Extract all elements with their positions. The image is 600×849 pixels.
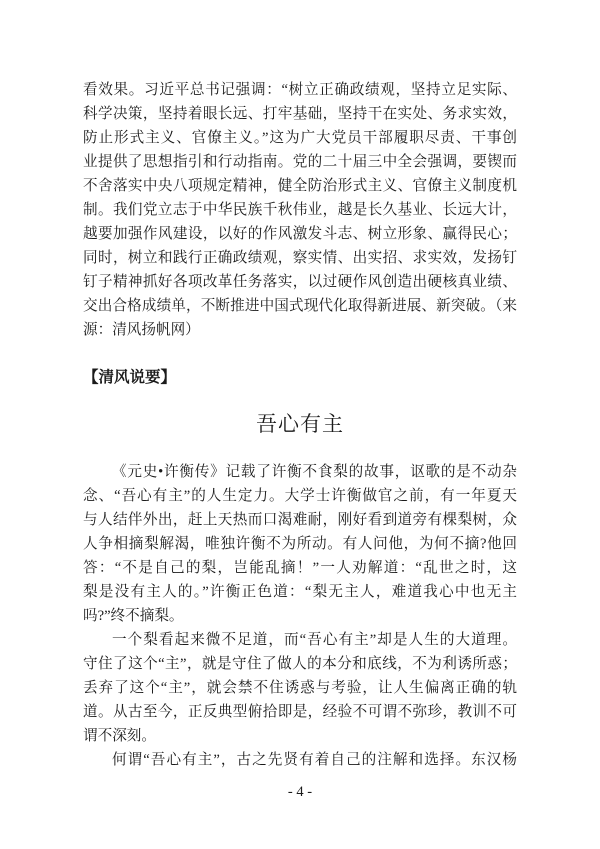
article-title: 吾心有主: [256, 412, 344, 436]
text-line: 谓不深刻。: [83, 728, 156, 744]
text-line: 越要加强作风建设，以好的作风激发斗志、树立形象、赢得民心；: [83, 226, 517, 242]
text-line: 不舍落实中央八项规定精神，健全防治形式主义、官僚主义制度机: [83, 178, 517, 194]
text-line: 防止形式主义、官僚主义。”这为广大党员干部履职尽责、干事创: [83, 130, 517, 146]
text-line: 何谓“吾心有主”，古之先贤有着自己的注解和选择。东汉杨: [112, 752, 517, 768]
text-line: 丢弃了这个“主”，就会禁不住诱惑与考验，让人生偏离正确的轨: [83, 680, 517, 696]
spacer: [83, 440, 517, 460]
text-line: 答：“不是自己的梨，岂能乱摘！”一人劝解道：“乱世之时，这: [83, 560, 517, 576]
section-header: 【清风说要】: [83, 369, 177, 386]
spacer: [83, 390, 517, 408]
text-line: 科学决策，坚持着眼长远、打牢基础，坚持干在实处、务求实效，: [83, 106, 517, 122]
text-line: 同时，树立和践行正确政绩观，察实情、出实招、求实效，发扬钉: [83, 250, 517, 266]
text-line: 道。从古至今，正反典型俯拾即是，经验不可谓不弥珍，教训不可: [83, 704, 517, 720]
text-line: 制。我们党立志于中华民族千秋伟业，越是长久基业、长远大计，: [83, 202, 517, 218]
text-line: 源：清风扬帆网）: [83, 322, 200, 338]
text-line: 梨是没有主人的。”许衡正色道：“梨无主人，难道我心中也无主: [83, 584, 517, 600]
text-line: 钉子精神抓好各项改革任务落实，以过硬作风创造出硬核真业绩、: [83, 274, 517, 290]
spacer: [83, 342, 517, 366]
document-body: [83, 78, 517, 772]
page-number: - 4 -: [287, 784, 313, 800]
text-line: 《元史•许衡传》记载了许衡不食梨的故事，讴歌的是不动杂: [112, 464, 517, 480]
text-line: 看效果。习近平总书记强调：“树立正确政绩观，坚持立足实际、: [83, 82, 517, 98]
text-line: 与人结伴外出，赶上天热而口渴难耐，刚好看到道旁有棵梨树，众: [83, 512, 517, 528]
text-line: 吗?”终不摘梨。: [83, 608, 184, 624]
text-line: 人争相摘梨解渴，唯独许衡不为所动。有人问他，为何不摘?他回: [83, 536, 517, 552]
text-line: 守住了这个“主”，就是守住了做人的本分和底线，不为利诱所惑；: [83, 656, 517, 672]
text-line: 念、“吾心有主”的人生定力。大学士许衡做官之前，有一年夏天: [83, 488, 517, 504]
text-line: 交出合格成绩单，不断推进中国式现代化取得新进展、新突破。（来: [83, 298, 517, 314]
text-line: 一个梨看起来微不足道，而“吾心有主”却是人生的大道理。: [112, 632, 517, 648]
text-line: 业提供了思想指引和行动指南。党的二十届三中全会强调，要锲而: [83, 154, 517, 170]
